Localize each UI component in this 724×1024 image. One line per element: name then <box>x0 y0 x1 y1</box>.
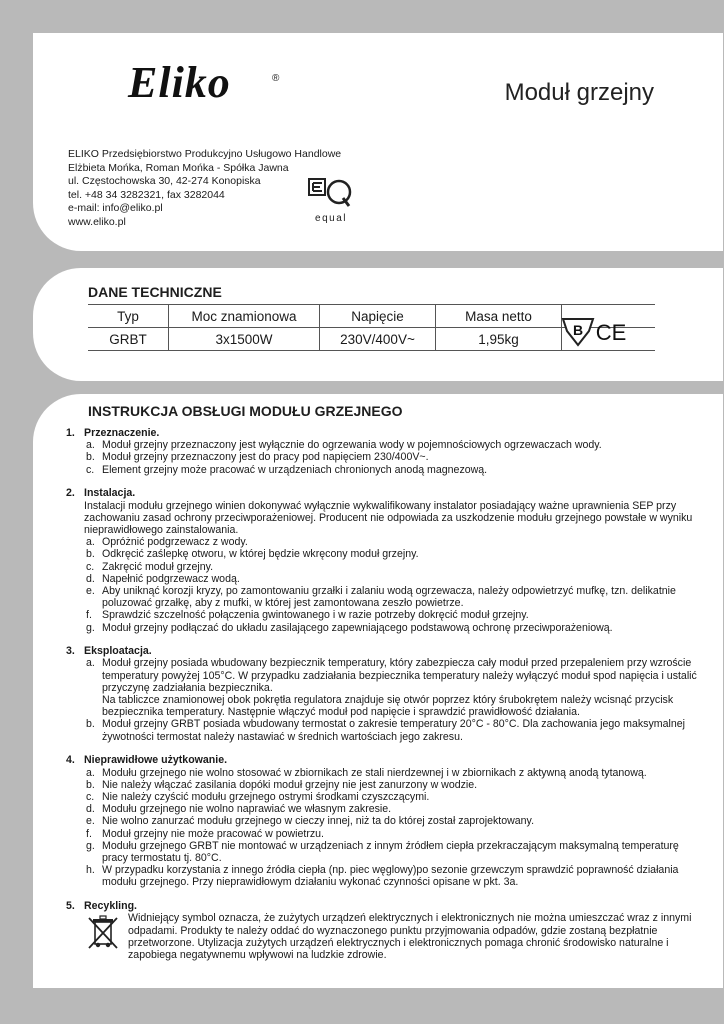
header-panel <box>33 33 723 251</box>
list-item: Moduł grzejny GRBT posiada wbudowany termostat o zakresie temperatury 20°C - 80°C. Dla zachowania jego maksymalnej żywotności termostat należy nastawiać w średnich wartościach jego zakresu. <box>102 718 685 743</box>
instructions-title: INSTRUKCJA OBSŁUGI MODUŁU GRZEJNEGO <box>88 403 403 419</box>
item-letter: a. <box>86 439 95 452</box>
item-letter: f. <box>86 609 92 622</box>
address-line: www.eliko.pl <box>68 215 126 228</box>
section-operation <box>66 645 706 743</box>
tech-data-title: DANE TECHNICZNE <box>88 284 222 300</box>
list-item: Moduł grzejny posiada wbudowany bezpiecznik temperatury, który zabezpiecza cały moduł przed przepaleniem przy wzroście temperatury powyżej 105°C. W przypadku zadziałania bezpiecznika temperatury należy wyłączyć moduł spod napięcia i ustalić przyczynę zadziałania bezpiecznika. <box>102 657 697 694</box>
list-item: Element grzejny może pracować w urządzeniach chronionych anodą magnezową. <box>102 463 488 476</box>
value-cell: 1,95kg <box>436 328 562 351</box>
list-item: Nie należy czyścić modułu grzejnego ostrymi środkami czyszczącymi. <box>102 790 430 803</box>
item-letter: b. <box>86 718 95 731</box>
item-letter: a. <box>86 766 95 779</box>
list-item: Zakręcić moduł grzejny. <box>102 560 214 573</box>
section-paragraph: Instalacji modułu grzejnego winien dokonywać wyłącznie wykwalifikowany instalator posiadający ważne uprawnienia SEP przy zachowaniu zasad ochrony przeciwporażeniowej. Producent nie odpowiada za uszkodzenie modułu grzejnego powstałe w wyniku nieprawidłowego zainstalowania. <box>84 499 693 536</box>
section-number: 5. <box>66 900 75 913</box>
list-item: Modułu grzejnego nie wolno stosować w zbiornikach ze stali nierdzewnej i w zbiornikach z aktywną anodą tytanową. <box>102 766 647 779</box>
item-letter: g. <box>86 621 95 634</box>
list-item: Sprawdzić szczelność połączenia gwintowanego i w razie potrzeby dokręcić moduł grzejny. <box>102 609 529 622</box>
section-number: 2. <box>66 487 75 500</box>
item-letter: h. <box>86 864 95 877</box>
header-cell: Moc znamionowa <box>169 305 320 328</box>
logo-text: Eliko <box>128 58 231 107</box>
list-item: Modułu grzejnego GRBT nie montować w urządzeniach z innym źródłem ciepła przekraczającym maksymalną temperaturę pracy termostatu tj. 80°C. <box>102 839 679 864</box>
section-purpose <box>66 427 706 476</box>
crossed-bin-icon <box>86 914 120 952</box>
list-item: Moduł grzejny podłączać do układu zasilającego zapewniającego podstawową ochronę przeciwporażeniową. <box>102 621 613 634</box>
b-mark-label: B <box>572 322 584 338</box>
list-item: Nie wolno zanurzać modułu grzejnego w cieczy innej, niż ta do której został zaprojektowany. <box>102 815 535 828</box>
list-item: Modułu grzejnego nie wolno naprawiać we własnym zakresie. <box>102 803 392 816</box>
equal-quality-icon <box>305 176 357 224</box>
header-cell: Masa netto <box>436 305 562 328</box>
section-number: 1. <box>66 427 75 439</box>
company-address <box>68 148 341 229</box>
list-item: Moduł grzejny przeznaczony jest do pracy pod napięciem 230/400V~. <box>102 451 429 464</box>
address-line: e-mail: info@eliko.pl <box>68 202 163 214</box>
value-cell: 3x1500W <box>169 328 320 351</box>
ce-mark-icon: CE <box>595 320 627 345</box>
header-cell: Napięcie <box>320 305 436 328</box>
address-line: Elżbieta Mońka, Roman Mońka - Spółka Jawna <box>68 161 289 174</box>
item-letter: b. <box>86 778 95 791</box>
recycling-paragraph: Widniejący symbol oznacza, że zużytych urządzeń elektrycznych i elektronicznych nie można umieszczać wraz z innymi odpadami. Produkty te należy oddać do wyznaczonego punktu przyjmowania odpadów, gdzie zostaną bezpłatnie przetworzone. Utylizacja zużytych urządzeń elektrycznych i elektronicznych pomaga chronić środowisko naturalne i zapobiega negatywnemu wpływowi na ludzkie zdrowie. <box>128 912 692 961</box>
section-misuse <box>66 754 706 888</box>
section-heading: Nieprawidłowe użytkowanie. <box>84 754 228 767</box>
tech-data-panel <box>33 268 723 381</box>
section-number: 3. <box>66 645 75 658</box>
section-number: 4. <box>66 754 75 767</box>
item-letter: c. <box>86 790 95 803</box>
section-heading: Instalacja. <box>84 487 136 500</box>
list-item: W przypadku korzystania z innego źródła ciepła (np. piec węglowy)po sezonie grzewczym sprawdzić poprawność działania modułu grzejnego. Przy nieprawidłowym działaniu wykonać czynności opisane w pkt. 3a. <box>102 864 679 889</box>
item-letter: b. <box>86 451 95 464</box>
item-letter: d. <box>86 803 95 816</box>
item-letter: c. <box>86 463 95 476</box>
registered-mark: ® <box>272 73 280 84</box>
item-letter: g. <box>86 839 95 852</box>
address-line: ul. Częstochowska 30, 42-274 Konopiska <box>68 175 261 187</box>
item-letter: a. <box>86 536 95 549</box>
list-item: Moduł grzejny przeznaczony jest wyłącznie do ogrzewania wody w pojemnościowych ogrzewaczach wody. <box>102 439 602 452</box>
equal-label: equal <box>315 213 347 224</box>
section-heading: Przeznaczenie. <box>84 427 160 439</box>
item-letter: e. <box>86 584 95 597</box>
header-cell: Typ <box>88 305 169 328</box>
value-cell: GRBT <box>88 328 169 351</box>
section-recycling <box>66 900 706 961</box>
list-item: Napełnić podgrzewacz wodą. <box>102 572 240 585</box>
section-heading: Eksploatacja. <box>84 645 152 658</box>
item-letter: d. <box>86 572 95 585</box>
item-letter: a. <box>86 657 95 670</box>
item-letter: e. <box>86 815 95 828</box>
list-item: Moduł grzejny nie może pracować w powietrzu. <box>102 827 324 840</box>
value-cell: 230V/400V~ <box>320 328 436 351</box>
list-item: Opróżnić podgrzewacz z wody. <box>102 536 248 549</box>
instructions-panel <box>33 394 723 988</box>
item-letter: b. <box>86 548 95 561</box>
page-title: Moduł grzejny <box>504 79 654 106</box>
address-line: ELIKO Przedsiębiorstwo Produkcyjno Usługowo Handlowe <box>68 148 342 160</box>
list-item: Nie należy włączać zasilania dopóki moduł grzejny nie jest zanurzony w wodzie. <box>102 778 478 791</box>
eliko-logo <box>128 53 288 123</box>
address-line: tel. +48 34 3282321, fax 3282044 <box>68 188 225 201</box>
item-letter: f. <box>86 827 92 840</box>
item-letter: c. <box>86 560 95 573</box>
section-installation <box>66 487 706 633</box>
certification-marks <box>560 316 630 348</box>
list-item: Aby uniknąć korozji kryzy, po zamontowaniu grzałki i zalaniu wodą ogrzewacza, należy odpowietrzyć mufkę, tzn. delikatnie poluzować grzałkę, aby z mufki, w której jest zamontowana zeszło powietrze. <box>102 584 676 610</box>
section-heading: Recykling. <box>84 900 137 913</box>
list-item: Na tabliczce znamionowej obok pokrętła regulatora znajduje się otwór poprzez który śrubokrętem należy wcisnąć przycisk bezpiecznika temperatury. Następnie włączyć moduł pod napięcie i sprawdzić prawidłowość działania. <box>102 694 674 719</box>
list-item: Odkręcić zaślepkę otworu, w której będzie wkręcony moduł grzejny. <box>102 548 419 561</box>
instructions-body <box>66 427 706 973</box>
